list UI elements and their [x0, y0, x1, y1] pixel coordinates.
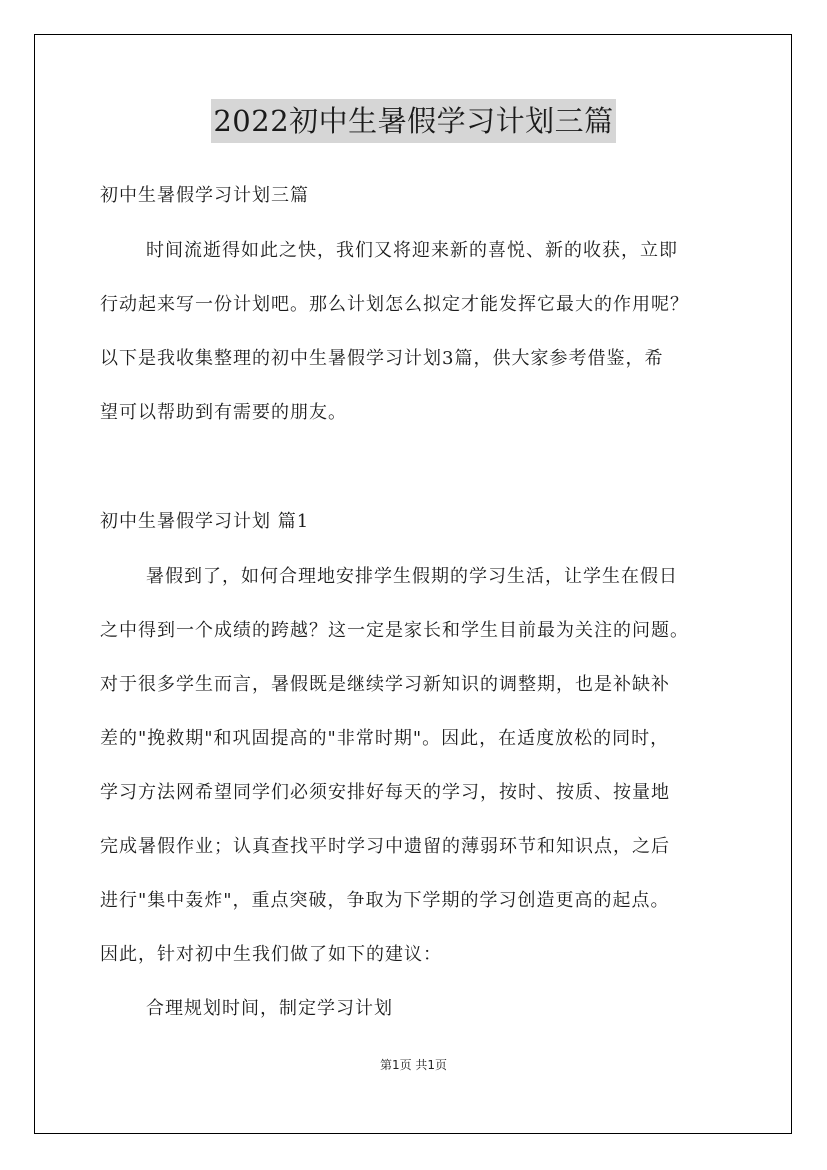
- document-subtitle: 初中生暑假学习计划三篇: [100, 185, 309, 206]
- subheading: 合理规划时间，制定学习计划: [146, 998, 393, 1019]
- intro-line-2: 行动起来写一份计划吧。那么计划怎么拟定才能发挥它最大的作用呢？: [100, 294, 689, 315]
- section1-line-8: 因此，针对初中生我们做了如下的建议：: [100, 944, 442, 965]
- section1-line-7: 进行"集中轰炸"，重点突破，争取为下学期的学习创造更高的起点。: [100, 890, 670, 911]
- section1-line-4: 差的"挽救期"和巩固提高的"非常时期"。因此，在适度放松的同时，: [100, 728, 670, 749]
- section1-line-5: 学习方法网希望同学们必须安排好每天的学习，按时、按质、按量地: [100, 782, 670, 803]
- intro-line-1: 时间流逝得如此之快，我们又将迎来新的喜悦、新的收获，立即: [146, 240, 678, 261]
- intro-line-4: 望可以帮助到有需要的朋友。: [100, 402, 347, 423]
- document-title: 2022初中生暑假学习计划三篇: [211, 99, 615, 143]
- section1-line-3: 对于很多学生而言，暑假既是继续学习新知识的调整期，也是补缺补: [100, 674, 670, 695]
- section1-line-6: 完成暑假作业；认真查找平时学习中遗留的薄弱环节和知识点，之后: [100, 836, 670, 857]
- title-container: [0, 99, 827, 143]
- page-number: 第1页 共1页: [379, 1058, 448, 1072]
- section1-heading: 初中生暑假学习计划 篇1: [100, 511, 310, 532]
- section1-line-2: 之中得到一个成绩的跨越？这一定是家长和学生目前最为关注的问题。: [100, 620, 689, 641]
- intro-line-3: 以下是我收集整理的初中生暑假学习计划3篇，供大家参考借鉴，希: [100, 348, 664, 369]
- section1-line-1: 暑假到了，如何合理地安排学生假期的学习生活，让学生在假日: [146, 566, 678, 587]
